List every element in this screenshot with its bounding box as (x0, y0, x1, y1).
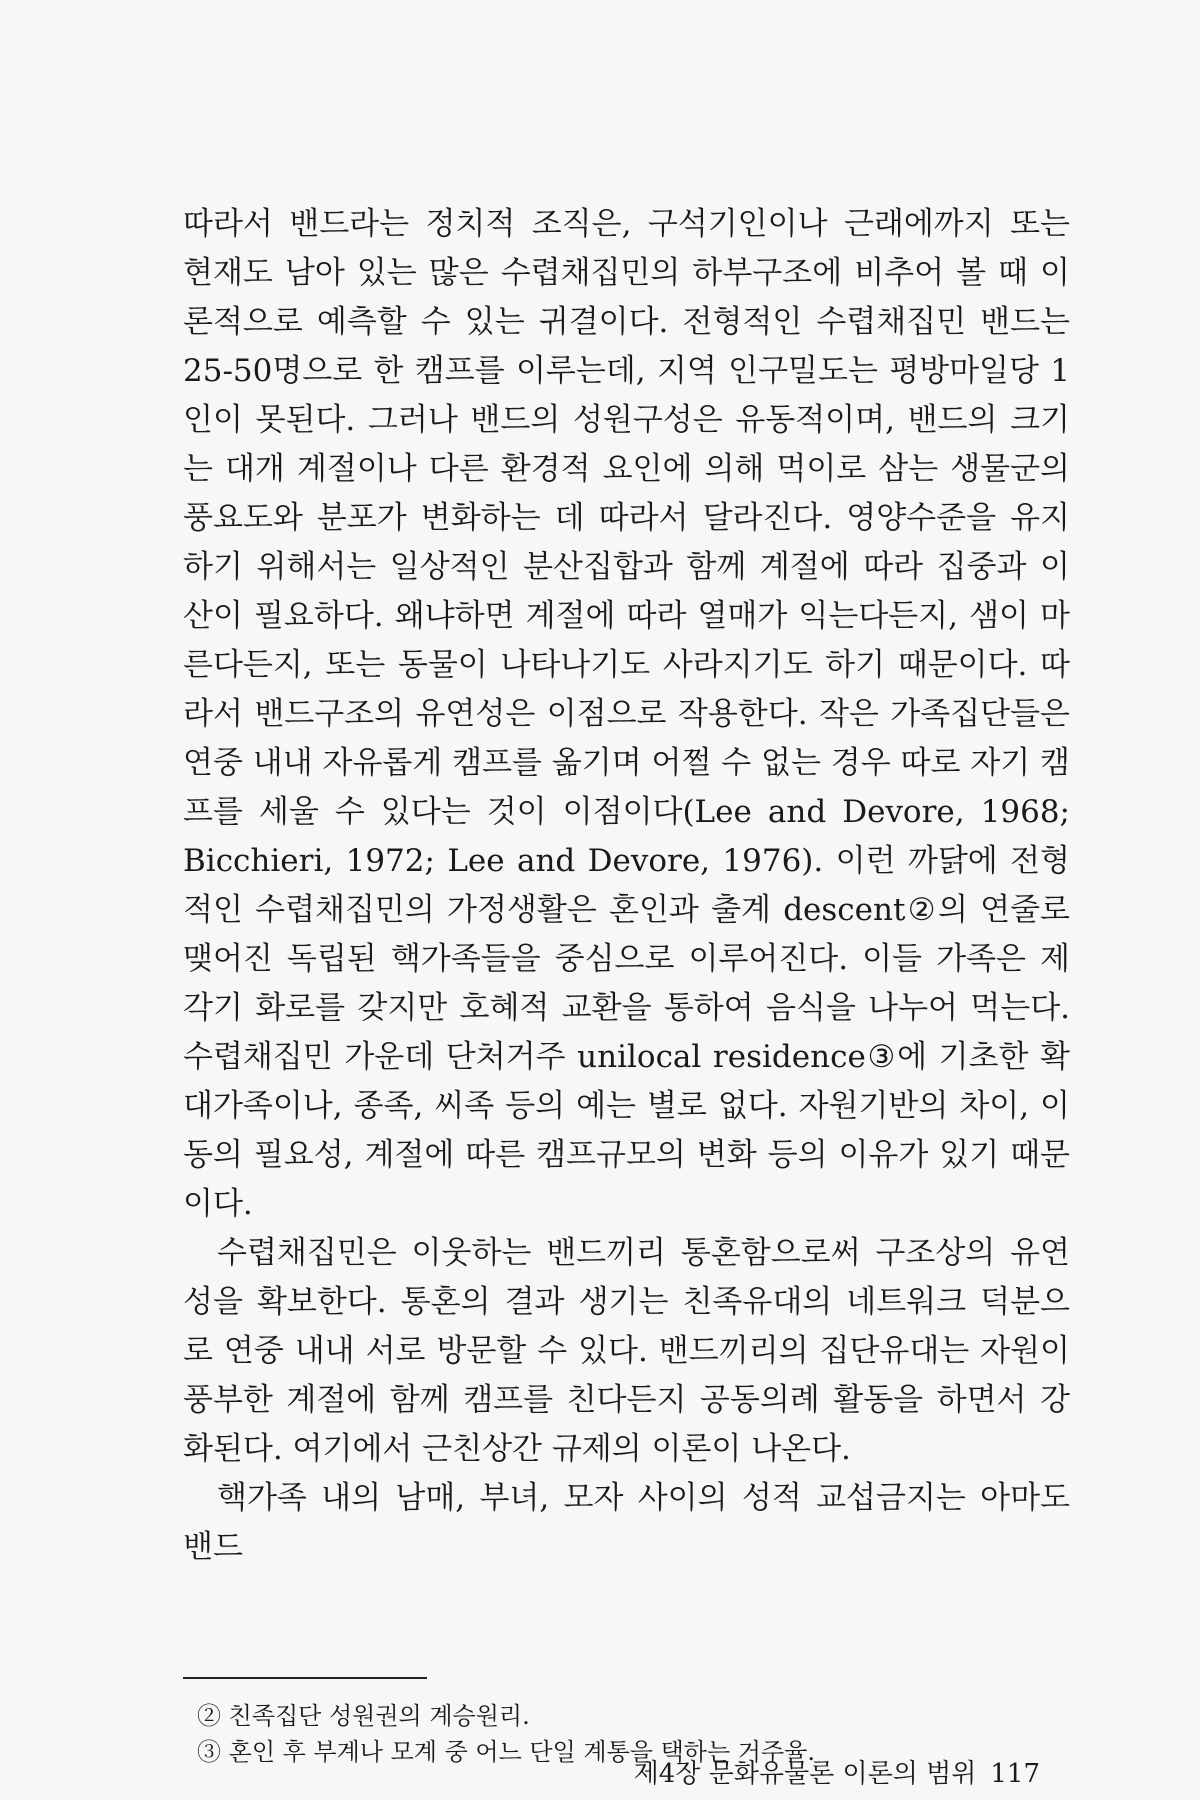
page-footer (620, 1758, 1040, 1790)
page-number: 117 (990, 1759, 1040, 1789)
paragraph-3: 핵가족 내의 남매, 부녀, 모자 사이의 성적 교섭금지는 아마도 밴드 (183, 1480, 1070, 1565)
footnote-3: ③ 혼인 후 부계나 모계 중 어느 단일 계통을 택하는 거주율. (197, 1738, 815, 1766)
chapter-title: 제4장 문화유물론 이론의 범위 (633, 1759, 977, 1789)
paragraph-1: 따라서 밴드라는 정치적 조직은, 구석기인이나 근래에까지 또는 현재도 남아 있는 많은 수렵채집민의 하부구조에 비추어 볼 때 이론적으로 예측할 수 있는 귀결이다. 전형적인 수렵채집민 밴드는 25-50명으로 한 캠프를 이루는데, 지역 인구밀도는 평방마일당 1인이 못된다. 그러나 밴드의 성원구성은 유동적이며, 밴드의 크기는 대개 계절이나 다른 환경적 요인에 의해 먹이로 삼는 생물군의 풍요도와 분포가 변화하는 데 따라서 달라진다. 영양수준을 유지하기 위해서는 일상적인 분산집합과 함께 계절에 따라 집중과 이산이 필요하다. 왜냐하면 계절에 따라 열매가 익는다든지, 샘이 마른다든지, 또는 동물이 나타나기도 사라지기도 하기 때문이다. 따라서 밴드구조의 유연성은 이점으로 작용한다. 작은 가족집단들은 연중 내내 자유롭게 캠프를 옮기며 어쩔 수 없는 경우 따로 자기 캠프를 세울 수 있다는 것이 이점이다(Lee and Devore, 1968; Bicchieri, 1972; Lee and Devore, 1976). 이런 까닭에 전형적인 수렵채집민의 가정생활은 혼인과 출계 descent②의 연줄로 맺어진 독립된 핵가족들을 중심으로 이루어진다. 이들 가족은 제각기 화로를 갖지만 호혜적 교환을 통하여 음식을 나누어 먹는다. 수렵채집민 가운데 단처거주 unilocal residence③에 기초한 확대가족이나, 종족, 씨족 등의 예는 별로 없다. 자원기반의 차이, 이동의 필요성, 계절에 따른 캠프규모의 변화 등의 이유가 있기 때문이다. (183, 206, 1070, 1222)
footnote-2: ② 친족집단 성원권의 계승원리. (197, 1702, 530, 1730)
footnote-divider (183, 1677, 427, 1679)
paragraph-2: 수렵채집민은 이웃하는 밴드끼리 통혼함으로써 구조상의 유연성을 확보한다. 통혼의 결과 생기는 친족유대의 네트워크 덕분으로 연중 내내 서로 방문할 수 있다. 밴드끼리의 집단유대는 자원이 풍부한 계절에 함께 캠프를 친다든지 공동의례 활동을 하면서 강화된다. 여기에서 근친상간 규제의 이론이 나온다. (183, 1235, 1070, 1467)
body-text (183, 200, 1070, 1572)
